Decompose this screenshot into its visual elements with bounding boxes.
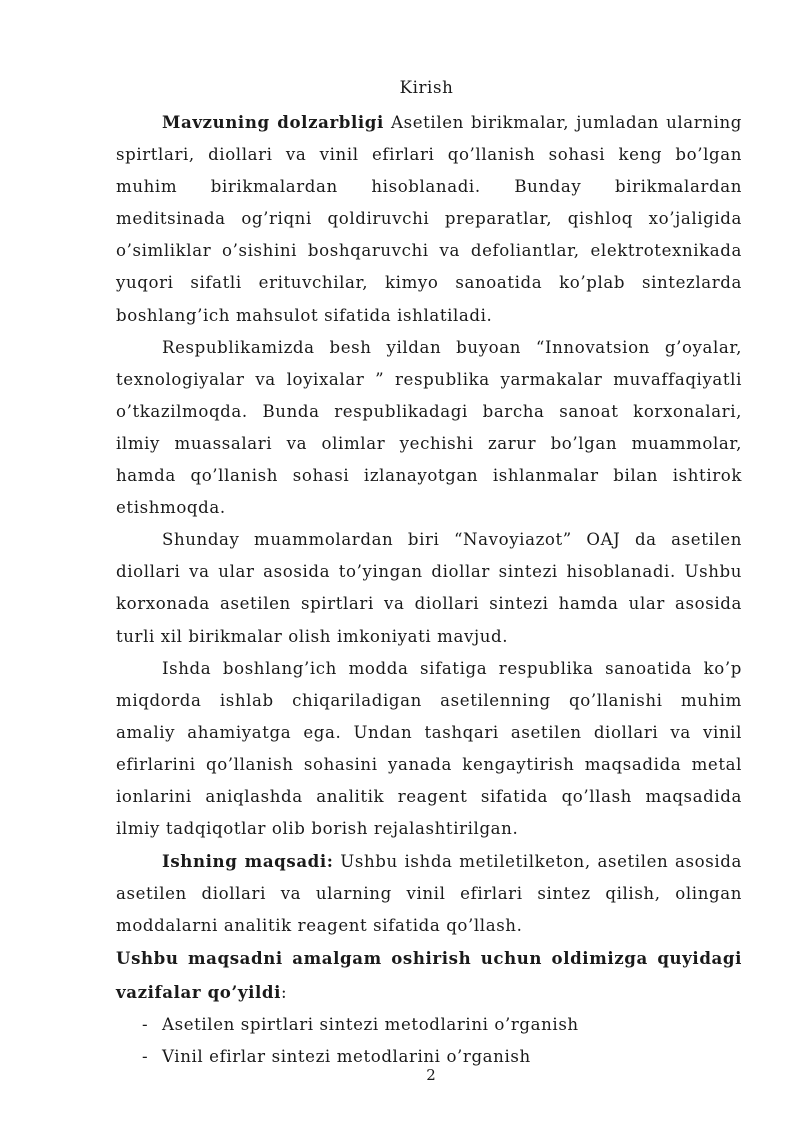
goal-heading: Ishning maqsadi: — [162, 851, 334, 872]
paragraph-navoiyazot: Shunday muammolardan biri “Navoyiazot” OAJ da asetilen diollari va ular asosida to’yingan diollar sintezi hisoblanadi. Ushbu korxonada asetilen spirtlari va diollari sintezi hamda ular asosida turli xil birikmalar olish imkoniyati mavjud. — [116, 530, 742, 646]
relevance-text: Asetilen birikmalar, jumladan ularning spirtlari, diollari va vinil efirlari qo’llanish sohasi keng bo’lgan muhim birikmalardan hisoblanadi. Bunday birikmalardan meditsinada og’riqni qoldiruvchi preparatlar, qishloq xo’jaligida o’simliklar o’sishini boshqaruvchi va defoliantlar, elektrotexnikada yuqori sifatli erituvchilar, kimyo sanoatida ko’plab sintezlarda boshlang’ich mahsulot sifatida ishlatiladi. — [116, 113, 743, 325]
document-body — [116, 106, 742, 1073]
goal-text: Ushbu ishda metiletilketon, asetilen asosida asetilen diollari va ularning vinil efirlari sintez qilish, olingan moddalarni analitik reagent sifatida qo’llash. — [116, 852, 742, 936]
paragraph-innovation: Respublikamizda besh yildan buyoan “Innovatsion g’oyalar, texnologiyalar va loyixalar ” respublika yarmakalar muvaffaqiyatli o’tkazilmoqda. Bunda respublikadagi barcha sanoat korxonalari, ilmiy muassalari va olimlar yechishi zarur bo’lgan muammolar, hamda qo’llanish sohasi izlanayotgan ishlanmalar bilan ishtirok etishmoqda. — [116, 337, 742, 518]
list-item-text: Asetilen spirtlari sintezi metodlarini o’rganish — [162, 1014, 579, 1034]
tasks-heading: Ushbu maqsadni amalgam oshirish uchun oldimizga quyidagi vazifalar qo’yildi — [116, 948, 742, 1002]
page-number: 2 — [426, 1066, 436, 1084]
paragraph-significance: Ishda boshlang’ich modda sifatiga respublika sanoatida ko’p miqdorda ishlab chiqariladigan asetilenning qo’llanishi muhim amaliy ahamiyatga ega. Undan tashqari asetilen diollari va vinil efirlarini qo’llanish sohasini yanada kengaytirish maqsadida metal ionlarini aniqlashda analitik reagent sifatida qo’llash maqsadida ilmiy tadqiqotlar olib borish rejalashtirilgan. — [116, 658, 742, 839]
task-list — [116, 1009, 742, 1073]
relevance-heading: Mavzuning dolzarbligi — [162, 112, 384, 132]
section-title: Kirish — [399, 78, 454, 97]
list-dash: - — [142, 1046, 149, 1066]
list-dash: - — [142, 1014, 149, 1034]
paragraph-goal — [116, 845, 742, 942]
list-item — [116, 1009, 742, 1041]
paragraph-relevance — [116, 106, 742, 332]
tasks-colon: : — [281, 982, 288, 1002]
paragraph-tasks-intro — [116, 942, 742, 1008]
list-item-text: Vinil efirlar sintezi metodlarini o’rganish — [162, 1046, 531, 1066]
